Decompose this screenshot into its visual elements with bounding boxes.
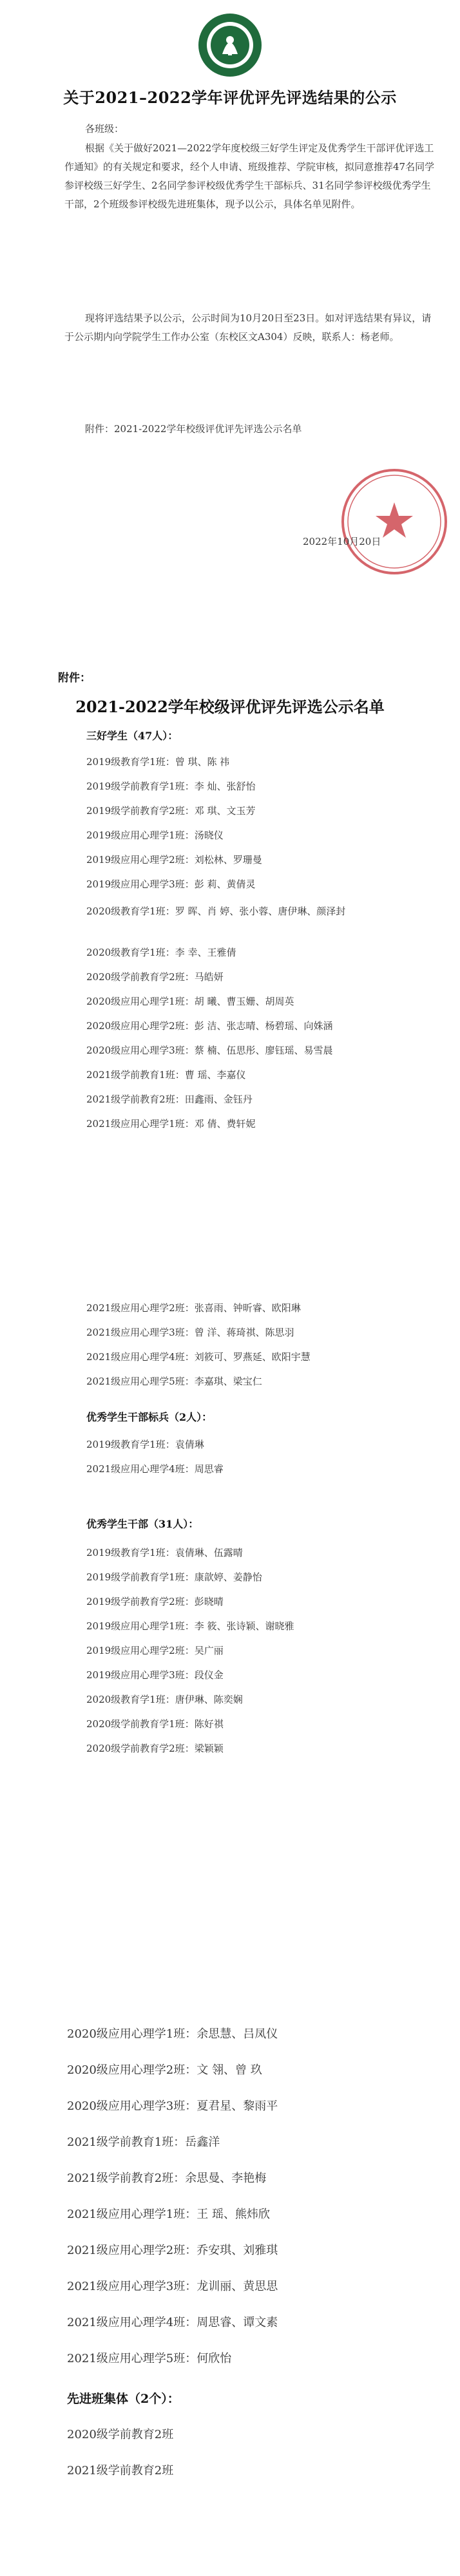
list-row <box>86 1325 294 1339</box>
list-row <box>86 877 256 891</box>
student-names: 彭 莉、黄倩灵 <box>194 878 256 890</box>
student-names: 曹 瑶、李嘉仪 <box>184 1069 246 1081</box>
student-names: 胡 曦、曹玉姗、胡周英 <box>194 996 294 1007</box>
student-names: 李 筱、张诗颖、谢晓雅 <box>194 1620 294 1632</box>
student-names: 吴广丽 <box>194 1645 224 1656</box>
class-label: 2020级教育学1班： <box>86 905 175 917</box>
class-label: 2019级教育学1班： <box>86 1439 175 1450</box>
student-names: 王 瑶、熊炜欣 <box>196 2208 270 2221</box>
class-label: 2019级应用心理学1班： <box>86 1620 195 1632</box>
class-label: 2020级应用心理学1班： <box>67 2027 197 2041</box>
list-row <box>67 2025 278 2041</box>
list-row <box>67 2061 262 2078</box>
list-row <box>86 1350 311 1363</box>
list-row <box>86 1462 224 1475</box>
list-row <box>86 1019 333 1032</box>
class-label: 2019级学前教育学2班： <box>86 1596 195 1607</box>
list-row <box>67 2349 231 2366</box>
list-row <box>86 1546 243 1559</box>
class-label: 2019级应用心理学3班： <box>86 878 195 890</box>
student-names: 梁颖颖 <box>194 1743 224 1754</box>
class-label: 2020级应用心理学2班： <box>67 2063 197 2077</box>
list-row <box>86 1117 256 1130</box>
list-row <box>86 779 256 793</box>
student-names: 余思曼、李艳梅 <box>185 2172 267 2185</box>
student-names: 余思慧、吕凤仪 <box>196 2027 278 2041</box>
student-names: 何欣怡 <box>196 2352 232 2365</box>
class-label: 2021级应用心理学1班： <box>67 2208 197 2221</box>
student-names: 夏君星、黎雨平 <box>196 2099 278 2113</box>
list-row <box>86 902 421 921</box>
student-names: 唐伊琳、陈奕娴 <box>175 1694 243 1705</box>
class-label: 2019级教育学1班： <box>86 1547 175 1558</box>
student-names: 汤晓仪 <box>194 829 224 841</box>
class-label: 2021级应用心理学1班： <box>86 1118 195 1130</box>
student-names: 马皓妍 <box>194 971 224 983</box>
list-row <box>86 994 294 1008</box>
list-row <box>86 1741 224 1755</box>
student-names: 周思睿 <box>194 1463 224 1475</box>
list-row <box>86 1068 246 1081</box>
class-label: 2021级学前教育2班： <box>67 2172 186 2185</box>
class-label: 2020级学前教育学2班： <box>86 971 195 983</box>
class-label: 2019级学前教育学2班： <box>86 805 195 817</box>
list-row <box>67 2313 278 2330</box>
section-heading-biaobing: 优秀学生干部标兵（2人）： <box>86 1411 213 1423</box>
list-row <box>86 1643 224 1657</box>
class-label: 2021级应用心理学5班： <box>67 2352 197 2365</box>
class-label: 2021级应用心理学3班： <box>86 1327 195 1338</box>
list-row <box>86 1692 243 1706</box>
student-names: 袁倩琳 <box>175 1439 204 1450</box>
list-row <box>86 1619 294 1633</box>
student-names: 李 幸、王雅倩 <box>175 947 236 958</box>
class-label: 2020级学前教育学2班： <box>86 1743 195 1754</box>
student-names: 彭 洁、张志晴、杨碧瑶、向姝涵 <box>194 1020 333 1032</box>
class-label: 2021级应用心理学4班： <box>67 2316 197 2329</box>
student-names: 康歆婷、姜静怡 <box>194 1571 262 1583</box>
student-names: 乔安琪、刘雅琪 <box>196 2244 278 2257</box>
class-label: 2021级学前教育1班： <box>67 2136 186 2149</box>
list-row <box>67 2205 270 2222</box>
list-row <box>86 755 229 768</box>
list-row <box>86 1043 333 1057</box>
student-names: 刘筱可、罗燕延、欧阳宇慧 <box>194 1351 311 1363</box>
student-names: 田鑫雨、金钰丹 <box>184 1094 253 1105</box>
class-label: 2021级学前教育2班： <box>86 1094 185 1105</box>
class-label: 2021级应用心理学4班： <box>86 1463 195 1475</box>
school-logo <box>196 12 264 79</box>
student-names: 刘松林、罗珊曼 <box>194 854 262 866</box>
notice-date: 2022年10月20日 <box>303 536 381 547</box>
student-names: 李嘉琪、梁宝仁 <box>194 1376 262 1387</box>
class-label: 2020级应用心理学2班： <box>86 1020 195 1032</box>
list-row <box>86 853 262 866</box>
student-names: 陈好祺 <box>194 1718 224 1730</box>
notice-paragraph-1: 根据《关于做好2021—2022学年度校级三好学生评定及优秀学生干部评优评选工作通知》的有关规定和要求，经个人申请、班级推荐、学院审核，拟同意推荐47名同学参评校级三好学生、2名同学参评校级优秀学生干部标兵、31名同学参评校级优秀学生干部，2个班级参评校级先进班集体，现予以公示，具体名单见附件。 <box>64 142 435 210</box>
student-names: 曾 琪、陈 祎 <box>175 756 230 768</box>
class-label: 2021级应用心理学3班： <box>67 2280 197 2293</box>
list-row <box>86 1570 262 1584</box>
class-label: 2021级学前教育1班： <box>86 1069 185 1081</box>
list-row <box>67 2461 173 2478</box>
student-names: 张喜雨、钟昕睿、欧阳琳 <box>194 1302 301 1314</box>
list-row <box>86 1668 224 1681</box>
class-label: 2020级教育学1班： <box>86 947 175 958</box>
list-row <box>86 1374 262 1388</box>
student-names: 曾 洋、蒋琦祺、陈思羽 <box>194 1327 294 1338</box>
student-names: 彭晓晴 <box>194 1596 224 1607</box>
list-row <box>86 828 224 842</box>
list-row <box>86 1595 224 1608</box>
class-label: 2020级应用心理学3班： <box>67 2099 197 2113</box>
class-label: 2021级应用心理学5班： <box>86 1376 195 1387</box>
student-names: 李 灿、张舒怡 <box>194 781 256 792</box>
list-row <box>67 2241 278 2258</box>
appendix-label: 附件： <box>58 672 91 685</box>
class-label: 2020级应用心理学1班： <box>86 996 195 1007</box>
class-label: 2021级学前教育2班 <box>67 2464 174 2477</box>
class-label: 2019级学前教育学1班： <box>86 781 195 792</box>
list-row <box>86 945 236 959</box>
section-heading-xianjin: 先进班集体（2个）： <box>67 2392 180 2406</box>
class-label: 2019级应用心理学2班： <box>86 854 195 866</box>
class-label: 2019级学前教育学1班： <box>86 1571 195 1583</box>
appendix-title: 2021-2022学年校级评优评先评选公示名单 <box>75 697 385 716</box>
class-label: 2021级应用心理学2班： <box>67 2244 197 2257</box>
list-row <box>67 2277 278 2294</box>
class-label: 2020级学前教育学1班： <box>86 1718 195 1730</box>
official-seal <box>340 467 449 576</box>
notice-paragraph-2: 现将评选结果予以公示，公示时间为10月20日至23日。如对评选结果有异议，请于公示期内向学院学生工作办公室（东校区文A304）反映，联系人：杨老师。 <box>64 312 432 343</box>
student-names: 邓 琪、文玉芳 <box>194 805 256 817</box>
list-row <box>86 1717 224 1730</box>
student-names: 邓 倩、费轩妮 <box>194 1118 256 1130</box>
class-label: 2021级应用心理学2班： <box>86 1302 195 1314</box>
student-names: 岳鑫洋 <box>185 2136 220 2149</box>
student-names: 蔡 楠、伍思彤、廖钰瑶、易雪晨 <box>194 1045 333 1056</box>
section-heading-ganbu: 优秀学生干部（31人）： <box>86 1518 199 1530</box>
attachment-reference: 附件：2021-2022学年校级评优评先评选公示名单 <box>85 423 302 435</box>
student-names: 周思睿、谭文素 <box>196 2316 278 2329</box>
notice-title: 关于2021–2022学年评优评先评选结果的公示 <box>63 88 397 107</box>
student-names: 段仪金 <box>194 1669 224 1681</box>
list-row <box>67 2133 220 2150</box>
class-label: 2021级应用心理学4班： <box>86 1351 195 1363</box>
class-label: 2019级应用心理学2班： <box>86 1645 195 1656</box>
list-row <box>86 1301 301 1314</box>
student-names: 文 翎、曾 玖 <box>196 2063 262 2077</box>
list-row <box>86 1437 204 1451</box>
list-row <box>86 1092 253 1106</box>
list-row <box>67 2097 278 2114</box>
student-names: 罗 晖、肖 婷、张小蓉、唐伊琳、颜泽封 <box>175 905 346 917</box>
student-names: 龙训丽、黄思思 <box>196 2280 278 2293</box>
class-label: 2020级应用心理学3班： <box>86 1045 195 1056</box>
class-label: 2019级应用心理学1班： <box>86 829 195 841</box>
class-label: 2020级学前教育2班 <box>67 2428 174 2441</box>
class-label: 2019级应用心理学3班： <box>86 1669 195 1681</box>
class-label: 2020级教育学1班： <box>86 1694 175 1705</box>
list-row <box>67 2169 266 2186</box>
list-row <box>86 970 224 983</box>
list-row <box>67 2425 173 2442</box>
greeting: 各班级： <box>85 123 124 135</box>
section-heading-sanhao: 三好学生（47人）： <box>86 730 178 742</box>
student-names: 袁倩琳、伍露晴 <box>175 1547 243 1558</box>
list-row <box>86 804 256 817</box>
class-label: 2019级教育学1班： <box>86 756 175 768</box>
